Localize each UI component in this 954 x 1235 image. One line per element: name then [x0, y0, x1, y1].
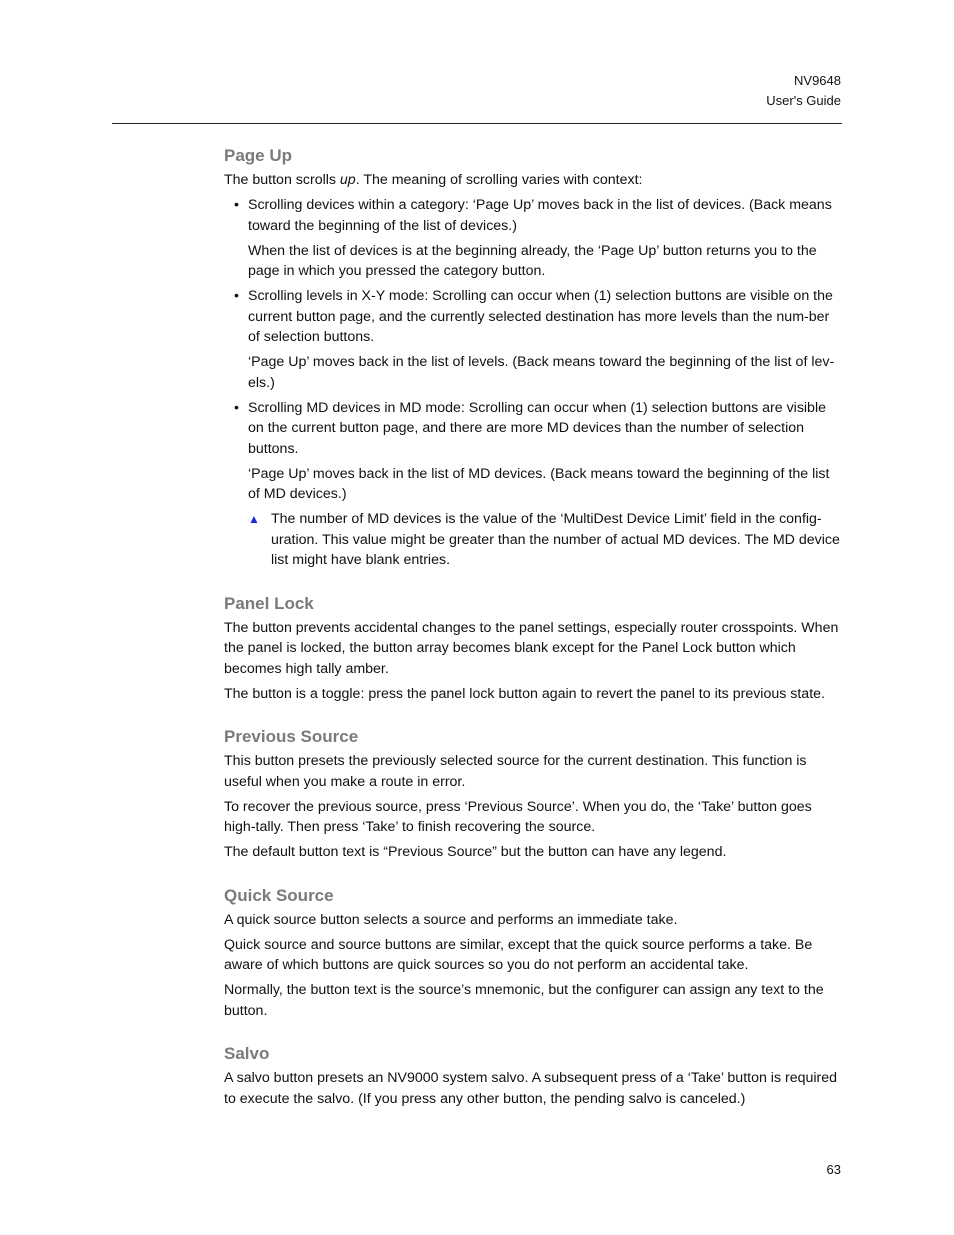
list-item-detail: ‘Page Up’ moves back in the list of levels. (Back means toward the beginning of the list of lev-els.)	[248, 354, 835, 391]
bullet-icon: •	[234, 399, 239, 416]
paragraph: To recover the previous source, press ‘Previous Source’. When you do, the ‘Take’ button goes high-tally. Then press ‘Take’ to finish recovering the source.	[224, 798, 812, 835]
paragraph: A salvo button presets an NV9000 system salvo. A subsequent press of a ‘Take’ button is required to execute the salvo. (If you press any other button, the pending salvo is canceled.)	[224, 1070, 838, 1107]
paragraph: A quick source button selects a source and performs an immediate take.	[224, 911, 678, 928]
section-quick-source	[224, 885, 844, 1022]
page-body	[224, 145, 844, 1131]
section-title-panel-lock: Panel Lock	[224, 593, 314, 613]
bullet-icon: •	[234, 288, 239, 304]
page-number: 63	[826, 1162, 841, 1177]
page-up-intro: The button scrolls up. The meaning of scrolling varies with context:	[224, 172, 643, 188]
running-header	[766, 71, 841, 111]
section-salvo	[224, 1043, 844, 1109]
paragraph: Quick source and source buttons are similar, except that the quick source performs a take. Be aware of which buttons are quick sources so you do not perform an accidental take.	[224, 936, 813, 973]
paragraph: The default button text is “Previous Source” but the button can have any legend.	[224, 844, 727, 860]
header-guide: User's Guide	[766, 93, 841, 108]
list-item-detail: ‘Page Up’ moves back in the list of MD devices. (Back means toward the beginning of the list of MD devices.)	[248, 465, 830, 502]
section-title-page-up: Page Up	[224, 146, 293, 165]
section-title-salvo: Salvo	[224, 1044, 270, 1063]
section-title-previous-source: Previous Source	[224, 727, 359, 746]
triangle-note-icon: ▲	[248, 512, 260, 526]
bullet-icon: •	[234, 197, 239, 213]
section-page-up	[224, 145, 844, 571]
page-up-list	[224, 195, 844, 236]
paragraph: This button presets the previously selected source for the current destination. This function is useful when you make a route in error.	[224, 753, 807, 790]
list-item: • Scrolling MD devices in MD mode: Scrolling can occur when (1) selection buttons are visible on the current button page, and there are more MD devices than the number of selection buttons.	[234, 399, 826, 457]
list-item: • Scrolling levels in X-Y mode: Scrolling can occur when (1) selection buttons are visible on the current button page, and the currently selected destination has more levels than the num-ber of selection buttons.	[234, 288, 833, 345]
section-panel-lock	[224, 593, 844, 705]
paragraph: The button is a toggle: press the panel lock button again to revert the panel to its previous state.	[224, 685, 825, 702]
section-title-quick-source: Quick Source	[224, 885, 334, 905]
header-rule	[112, 123, 842, 124]
section-previous-source	[224, 726, 844, 863]
header-product: NV9648	[794, 73, 841, 88]
paragraph: Normally, the button text is the source’s mnemonic, but the configurer can assign any text to the button.	[224, 982, 824, 1019]
note: ▲ The number of MD devices is the value of the ‘MultiDest Device Limit’ field in the config-uration. This value might be greater than the number of actual MD devices. The MD device list might have blank entries.	[248, 511, 840, 568]
paragraph: The button prevents accidental changes to the panel settings, especially router crosspoints. When the panel is locked, the button array becomes blank except for the Panel Lock button which becomes high tally amber.	[224, 619, 839, 677]
emphasis-up: up	[339, 172, 356, 188]
list-item-detail: When the list of devices is at the beginning already, the ‘Page Up’ button returns you to the page in which you pressed the category button.	[248, 242, 817, 279]
list-item: • Scrolling devices within a category: ‘Page Up’ moves back in the list of devices. (Back means toward the beginning of the list of devices.)	[234, 197, 832, 234]
